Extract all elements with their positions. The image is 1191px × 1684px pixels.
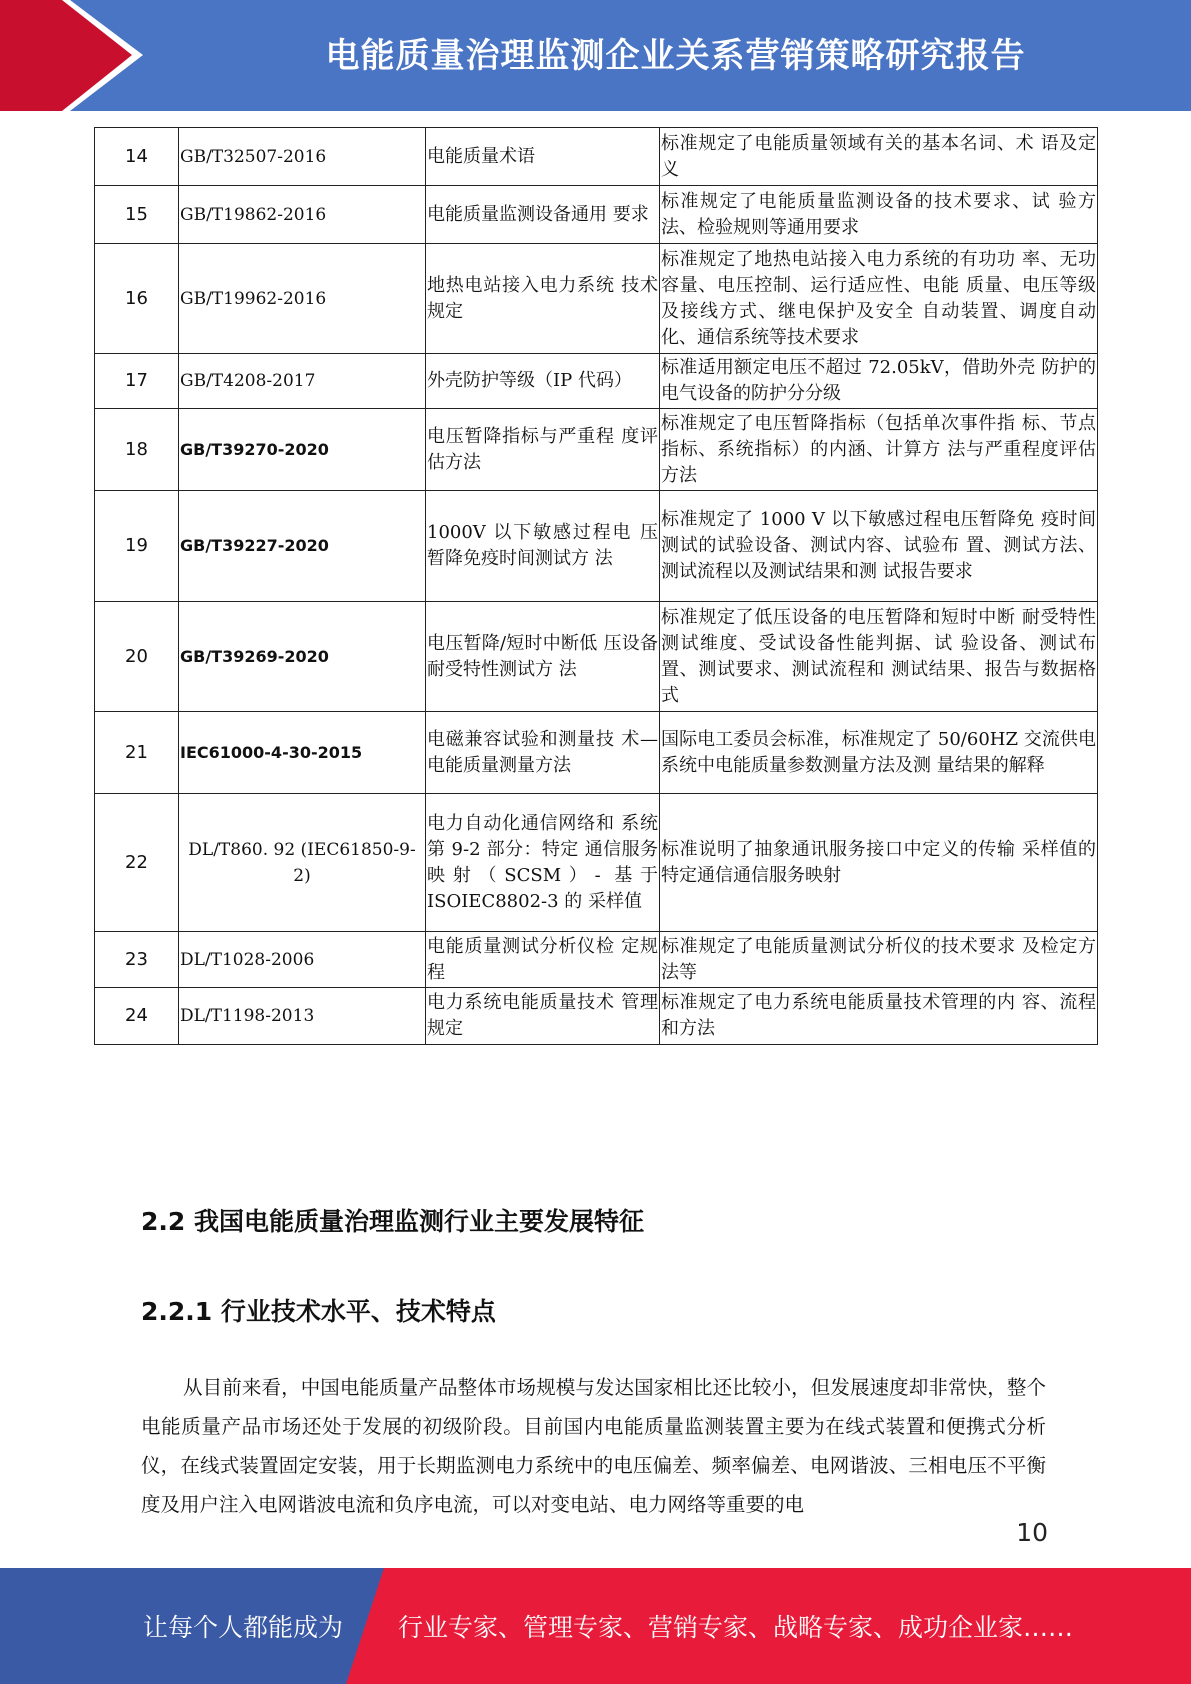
row-number: 18 — [95, 409, 179, 491]
footer-slogan-left: 让每个人都能成为 — [143, 1613, 344, 1642]
standard-name: 电磁兼容试验和测量技 术—电能质量测量方法 — [426, 712, 660, 794]
standard-code: IEC61000-4-30-2015 — [179, 712, 426, 794]
standard-description: 标准规定了电力系统电能质量技术管理的内 容、流程和方法 — [660, 988, 1098, 1045]
table-row — [95, 409, 1098, 491]
subsection-heading: 2.2.1 行业技术水平、技术特点 — [141, 1297, 496, 1326]
standard-description: 标准规定了电压暂降指标（包括单次事件指 标、节点指标、系统指标）的内涵、计算方 法与严重程度评估方法 — [660, 409, 1098, 491]
standard-name: 地热电站接入电力系统 技术规定 — [426, 244, 660, 354]
standard-description: 标准规定了地热电站接入电力系统的有功功 率、无功容量、电压控制、运行适应性、电能 质量、电压等级及接线方式、继电保护及安全 自动装置、调度自动化、通信系统等技术要求 — [660, 244, 1098, 354]
standard-name: 电能质量测试分析仪检 定规程 — [426, 932, 660, 988]
standard-code: GB/T39227-2020 — [179, 491, 426, 602]
standard-code: GB/T39269-2020 — [179, 602, 426, 712]
table-row — [95, 354, 1098, 409]
standards-table — [94, 127, 1098, 1045]
standard-code: GB/T19962-2016 — [179, 244, 426, 354]
table-row — [95, 244, 1098, 354]
standard-description: 标准规定了电能质量测试分析仪的技术要求 及检定方法等 — [660, 932, 1098, 988]
standard-name: 电能质量监测设备通用 要求 — [426, 186, 660, 244]
page-number: 10 — [1016, 1518, 1048, 1547]
standard-description: 标准规定了电能质量领域有关的基本名词、术 语及定义 — [660, 128, 1098, 186]
section-heading: 2.2 我国电能质量治理监测行业主要发展特征 — [141, 1207, 644, 1236]
table-row — [95, 794, 1098, 932]
row-number: 24 — [95, 988, 179, 1045]
standard-name: 外壳防护等级（IP 代码） — [426, 354, 660, 409]
row-number: 22 — [95, 794, 179, 932]
page-footer — [0, 1568, 1191, 1684]
body-paragraph: 从目前来看，中国电能质量产品整体市场规模与发达国家相比还比较小，但发展速度却非常快，整个电能质量产品市场还处于发展的初级阶段。目前国内电能质量监测装置主要为在线式装置和便携式分析仪，在线式装置固定安装，用于长期监测电力系统中的电压偏差、频率偏差、电网谐波、三相电压不平衡度及用户注入电网谐波电流和负序电流，可以对变电站、电力网络等重要的电 — [141, 1376, 1046, 1516]
table-row — [95, 128, 1098, 186]
standard-code: GB/T4208-2017 — [179, 354, 426, 409]
standard-description: 国际电工委员会标准，标准规定了 50/60HZ 交流供电系统中电能质量参数测量方法及测 量结果的解释 — [660, 712, 1098, 794]
row-number: 23 — [95, 932, 179, 988]
standard-name: 电力自动化通信网络和 系统第 9-2 部分：特定 通信服务映射（SCSM）- 基于 ISOIEC8802-3 的 采样值 — [426, 794, 660, 932]
standard-description: 标准说明了抽象通讯服务接口中定义的传输 采样值的特定通信通信服务映射 — [660, 794, 1098, 932]
standard-description: 标准规定了低压设备的电压暂降和短时中断 耐受特性测试维度、受试设备性能判据、试 验设备、测试布置、测试要求、测试流程和 测试结果、报告与数据格式 — [660, 602, 1098, 712]
standard-code: DL/T1028-2006 — [179, 932, 426, 988]
table-row — [95, 491, 1098, 602]
row-number: 16 — [95, 244, 179, 354]
standard-code: DL/T860. 92 (IEC61850-9-2) — [179, 794, 426, 932]
row-number: 14 — [95, 128, 179, 186]
table-row — [95, 988, 1098, 1045]
row-number: 19 — [95, 491, 179, 602]
standard-name: 电压暂降/短时中断低 压设备耐受特性测试方 法 — [426, 602, 660, 712]
table-row — [95, 932, 1098, 988]
row-number: 20 — [95, 602, 179, 712]
report-title: 电能质量治理监测企业关系营销策略研究报告 — [325, 35, 1026, 76]
standard-name: 电压暂降指标与严重程 度评估方法 — [426, 409, 660, 491]
table-row — [95, 186, 1098, 244]
table-row — [95, 602, 1098, 712]
standard-code: GB/T32507-2016 — [179, 128, 426, 186]
standard-name: 电能质量术语 — [426, 128, 660, 186]
standard-name: 1000V 以下敏感过程电 压暂降免疫时间测试方 法 — [426, 491, 660, 602]
standard-description: 标准规定了电能质量监测设备的技术要求、试 验方法、检验规则等通用要求 — [660, 186, 1098, 244]
row-number: 15 — [95, 186, 179, 244]
footer-slogan-right: 行业专家、管理专家、营销专家、战略专家、成功企业家…… — [398, 1613, 1074, 1642]
standard-code: GB/T39270-2020 — [179, 409, 426, 491]
page-header — [0, 0, 1191, 111]
row-number: 17 — [95, 354, 179, 409]
table-row — [95, 712, 1098, 794]
standard-description: 标准规定了 1000 V 以下敏感过程电压暂降免 疫时间测试的试验设备、测试内容、试验布 置、测试方法、测试流程以及测试结果和测 试报告要求 — [660, 491, 1098, 602]
standard-description: 标准适用额定电压不超过 72.05kV，借助外壳 防护的电气设备的防护分分级 — [660, 354, 1098, 409]
standard-code: DL/T1198-2013 — [179, 988, 426, 1045]
standard-code: GB/T19862-2016 — [179, 186, 426, 244]
standard-name: 电力系统电能质量技术 管理规定 — [426, 988, 660, 1045]
row-number: 21 — [95, 712, 179, 794]
